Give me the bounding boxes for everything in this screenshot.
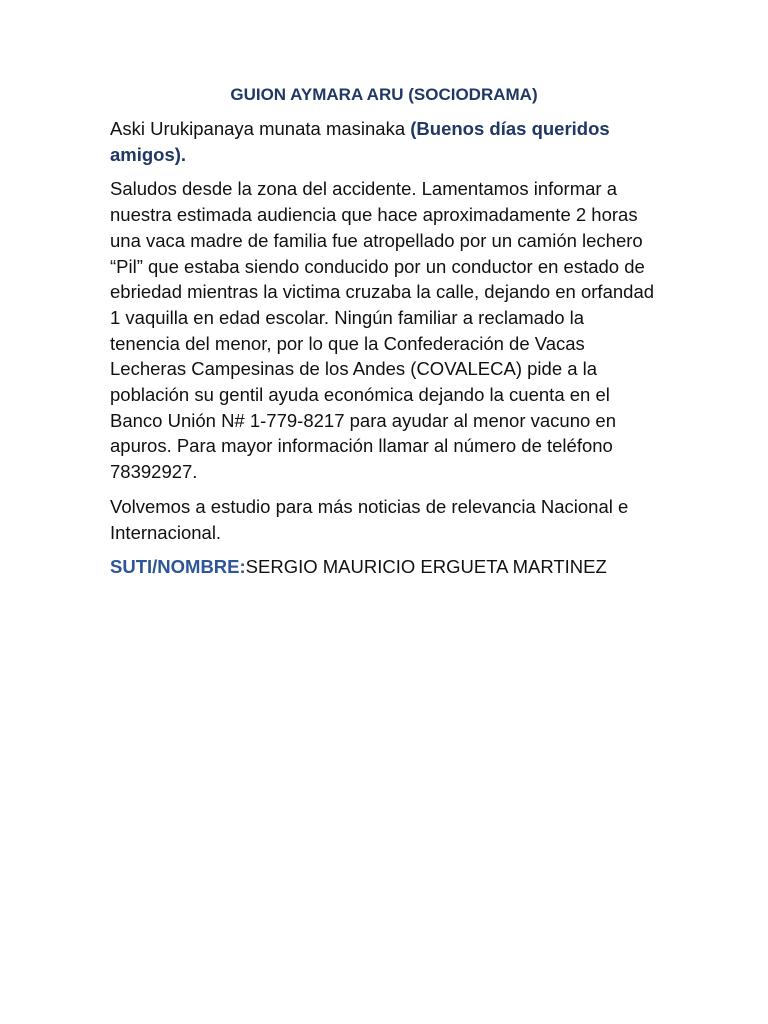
greeting-spanish: (Buenos días queridos amigos). xyxy=(110,118,610,165)
signature-label: SUTI/NOMBRE: xyxy=(110,556,246,578)
body-paragraph: Saludos desde la zona del accidente. Lamentamos informar a nuestra estimada audiencia que hace aproximadamente 2 horas una vaca madre de familia fue atropellado por un camión lechero “Pil” que estaba siendo conducido por un conductor en estado de ebriedad mientras la victima cruzaba la calle, dejando en orfandad 1 vaquilla en edad escolar. Ningún familiar a reclamado la tenencia del menor, por lo que la Confederación de Vacas Lecheras Campesinas de los Andes (COVALECA) pide a la población su gentil ayuda económica dejando la cuenta en el Banco Unión N# 1-779-8217 para ayudar al menor vacuno en apuros. Para mayor información llamar al número de teléfono 78392927. xyxy=(110,178,655,483)
closing-paragraph: Volvemos a estudio para más noticias de relevancia Nacional e Internacional. xyxy=(110,495,629,543)
greeting-aymara: Aski Urukipanaya munata masinaka xyxy=(110,118,411,139)
signature-name: SERGIO MAURICIO ERGUETA MARTINEZ xyxy=(245,556,607,578)
signature-line xyxy=(110,554,658,580)
greeting-paragraph xyxy=(110,116,658,167)
document-title: GUION AYMARA ARU (SOCIODRAMA) xyxy=(230,85,538,104)
